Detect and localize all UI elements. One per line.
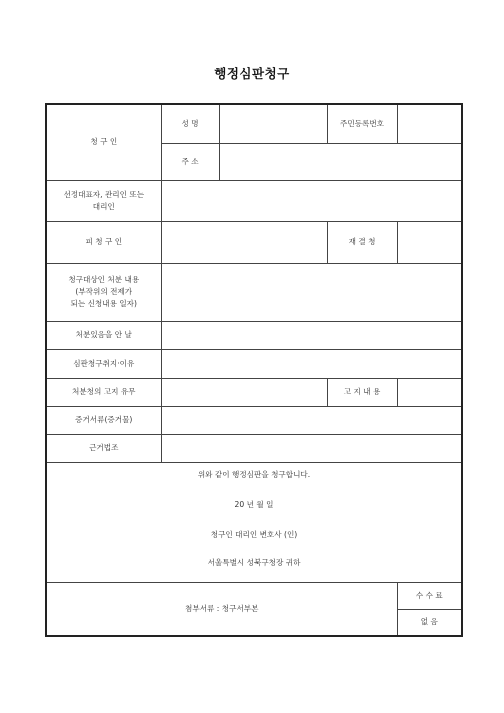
evidence-label: 증거서류(증거물): [46, 406, 161, 434]
notice-label: 처분청의 고지 유무: [46, 378, 161, 406]
attachment-row-1: [46, 582, 462, 609]
fee-label: 수 수 료: [397, 582, 462, 609]
disposition-content-label: [46, 263, 161, 321]
representative-label-line-1: 선정대표자, 관리인 또는: [63, 189, 145, 199]
name-field[interactable]: [219, 104, 327, 143]
evidence-row: [46, 406, 462, 434]
address-field[interactable]: [219, 143, 462, 180]
document-title: 행정심판청구: [214, 66, 290, 81]
reason-row: [46, 349, 462, 378]
notice-content-label: 고 지 내 용: [327, 378, 397, 406]
reason-field[interactable]: [161, 349, 462, 378]
notice-row: [46, 378, 462, 406]
respondent-row: [46, 221, 462, 263]
claimant-label: 청 구 인: [46, 104, 161, 180]
notice-field[interactable]: [161, 378, 327, 406]
resident-id-field[interactable]: [397, 104, 462, 143]
address-label: 주 소: [161, 143, 219, 180]
legal-basis-field[interactable]: [161, 434, 462, 462]
declaration-row: [46, 462, 462, 582]
respondent-field[interactable]: [161, 221, 327, 263]
declaration-statement: 위와 같이 행정심판을 청구합니다.: [197, 469, 311, 479]
disposition-content-field[interactable]: [161, 263, 462, 321]
declaration-signer: 청구인 대리인 변호사 (인): [210, 529, 298, 539]
respondent-label: 피 청 구 인: [46, 221, 161, 263]
declaration-block: [46, 462, 462, 582]
disposition-label-line-2: (부작위의 전제가: [75, 287, 133, 296]
representative-label: [46, 180, 161, 221]
resident-id-label: 주민등록번호: [327, 104, 397, 143]
representative-field[interactable]: [161, 180, 462, 221]
legal-basis-row: [46, 434, 462, 462]
representative-row: [46, 180, 462, 221]
decision-agency-label: 재 결 청: [327, 221, 397, 263]
disposition-known-date-row: [46, 321, 462, 349]
appeal-form-table: [45, 103, 463, 637]
name-label: 성 명: [161, 104, 219, 143]
decision-agency-field[interactable]: [397, 221, 462, 263]
representative-label-line-2: 대리인: [92, 201, 115, 211]
disposition-known-date-field[interactable]: [161, 321, 462, 349]
declaration-recipient: 서울특별시 성북구청장 귀하: [207, 557, 301, 567]
legal-basis-label: 근거법조: [46, 434, 161, 462]
disposition-label-line-3: 되는 신청내용 일자): [70, 299, 137, 308]
claimant-row-1: [46, 104, 462, 143]
disposition-content-row: [46, 263, 462, 321]
fee-value: 없 음: [397, 609, 462, 636]
evidence-field[interactable]: [161, 406, 462, 434]
notice-content-field[interactable]: [397, 378, 462, 406]
reason-label: 심판청구취지·이유: [46, 349, 161, 378]
attachment-label: 첨부서류 : 청구서부본: [46, 582, 397, 636]
declaration-date: 20 년 월 일: [234, 499, 274, 509]
disposition-label-line-1: 청구대상인 처분 내용: [68, 275, 140, 284]
disposition-known-date-label: 처분있음을 안 날: [46, 321, 161, 349]
